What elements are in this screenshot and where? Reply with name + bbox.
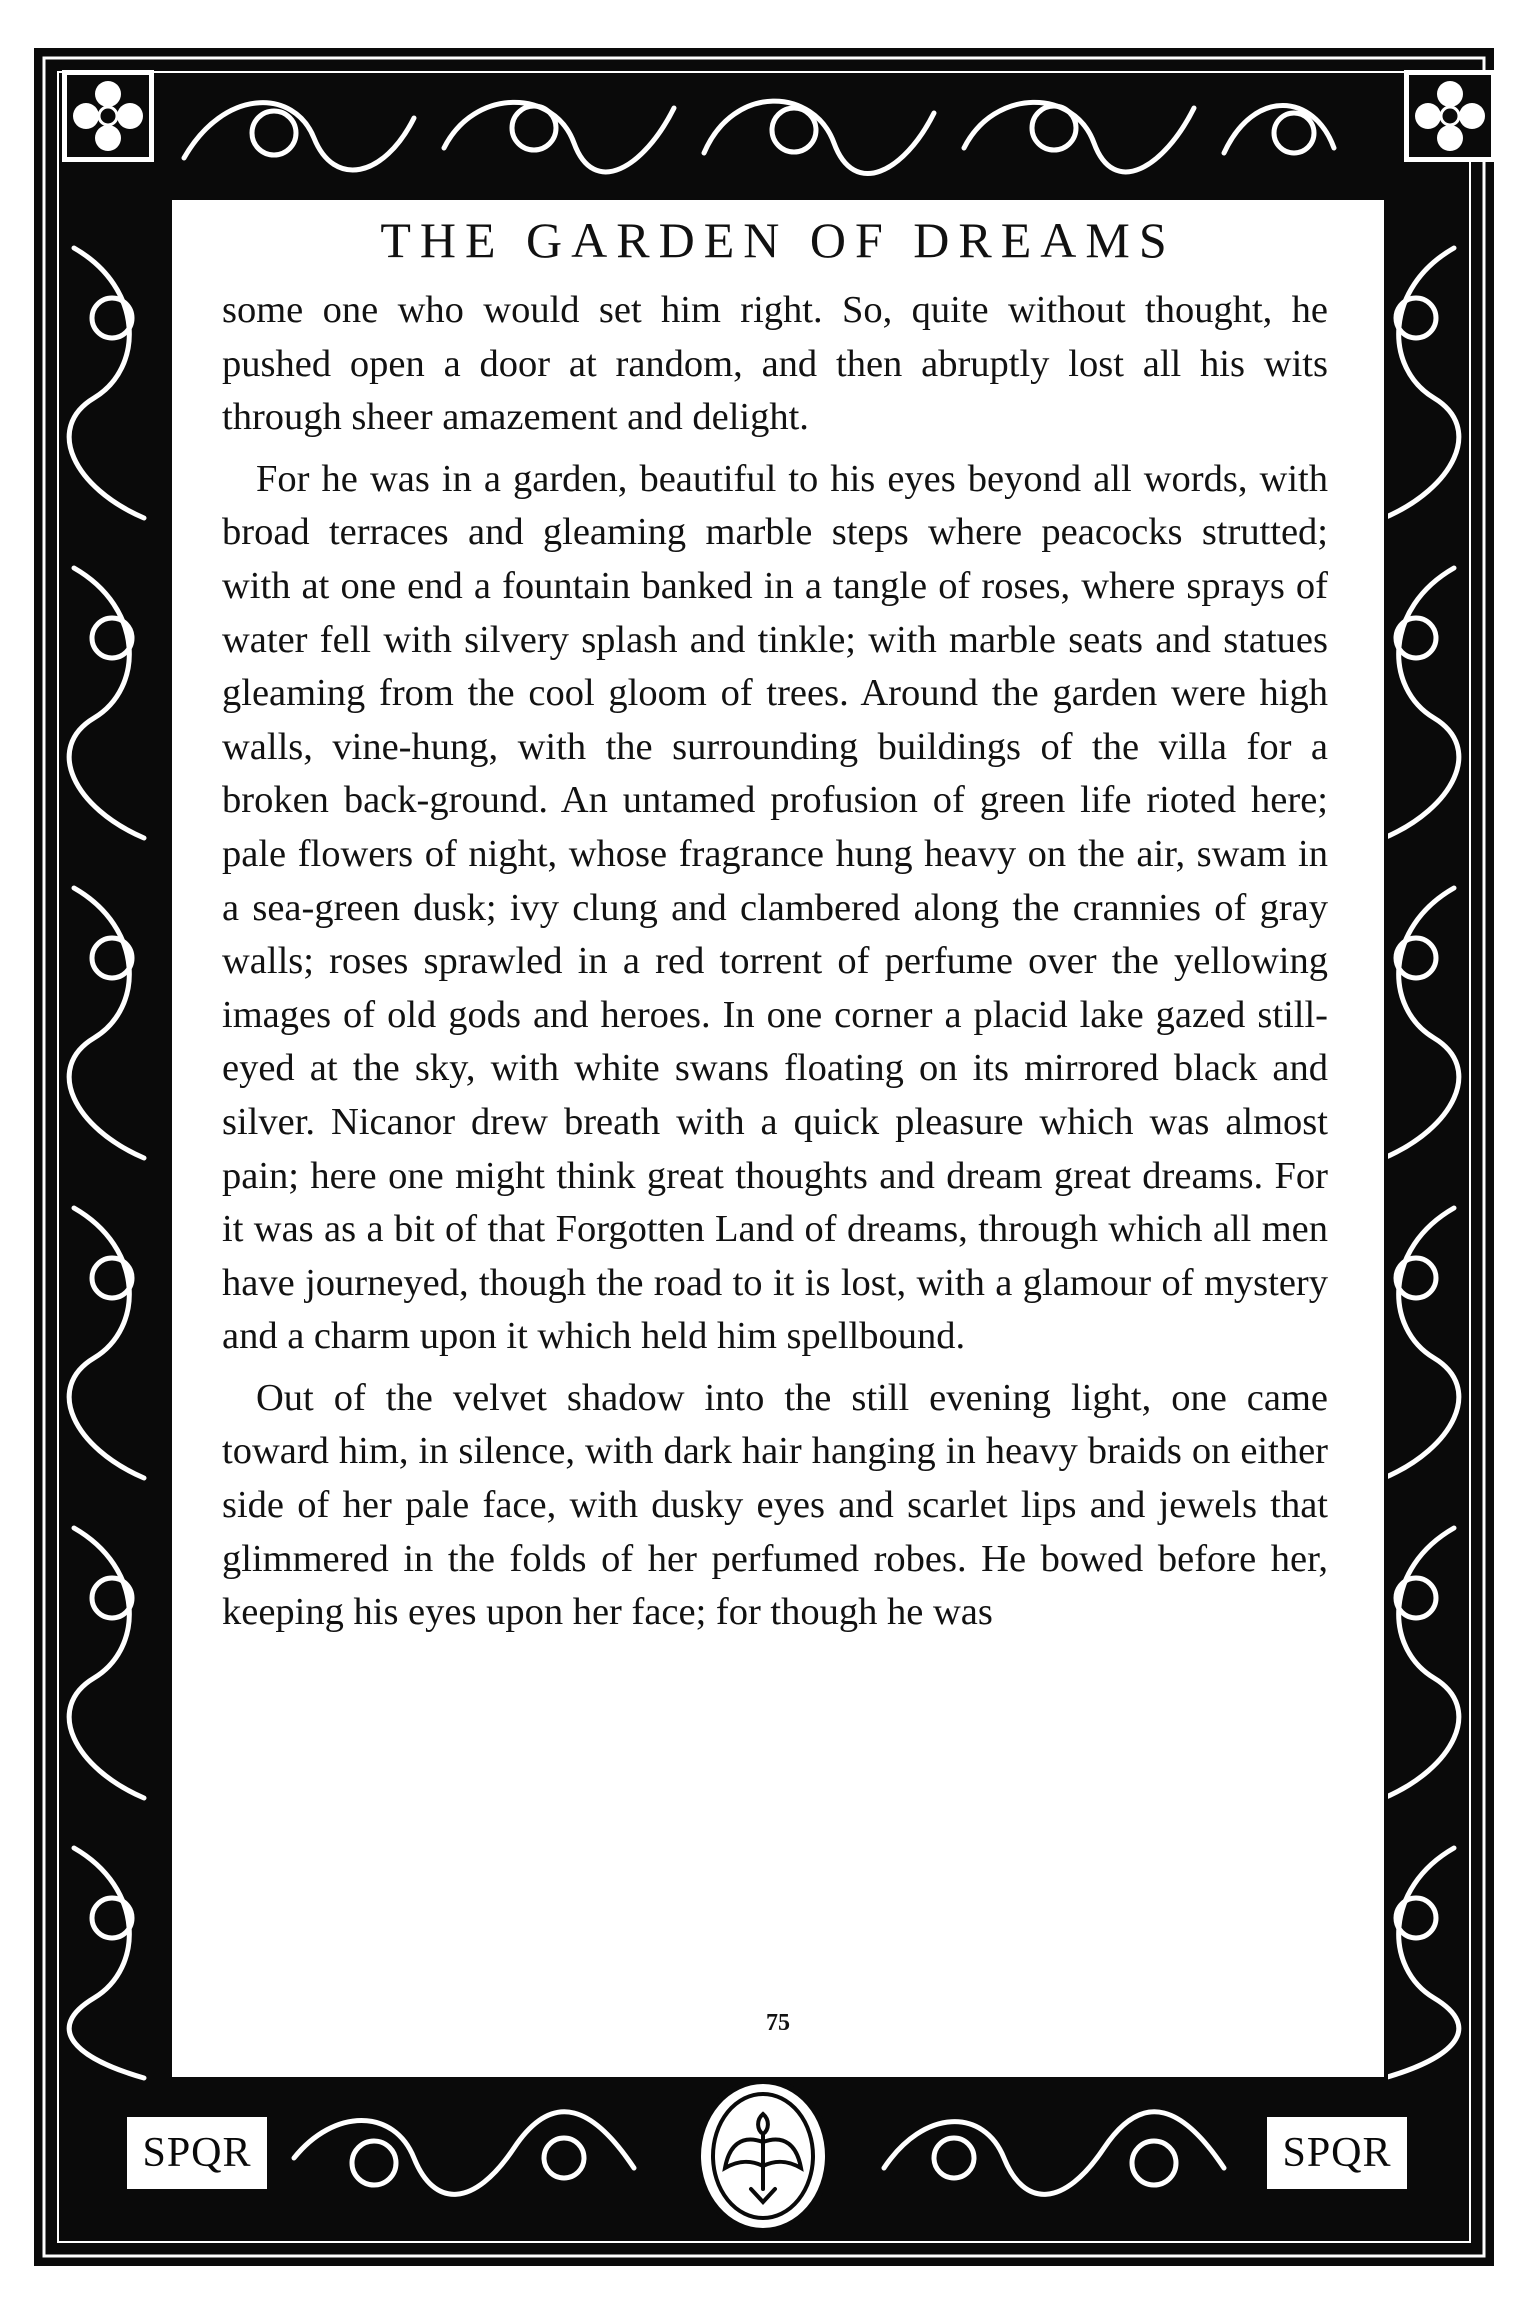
spqr-label-right: SPQR [1282,2130,1392,2176]
spqr-tablet-left [122,2112,272,2194]
page-number: 75 [766,2010,790,2036]
body-text [222,284,1328,1640]
running-head: THE GARDEN OF DREAMS [380,212,1176,268]
eagle-medallion [695,2078,831,2234]
flower-rosette-icon [1404,70,1496,162]
paragraph-2: For he was in a garden, beautiful to his eyes beyond all words, with broad terraces and gleaming marble steps where peacocks strutted; with at one end a fountain banked in a tangle of roses, where sprays of water fell with silvery splash and tinkle; with marble seats and statues gleaming from the cool gloom of trees. Around the garden were high walls, vine-hung, with the surrounding buildings of the villa for a broken back-ground. An untamed profusion of green life rioted here; pale flowers of night, whose fragrance hung heavy on the air, swam in a sea-green dusk; ivy clung and clambered along the crannies of gray walls; roses sprawled in a red torrent of perfume over the yellowing images of old gods and heroes. In one corner a placid lake gazed still-eyed at the sky, with white swans floating on its mirrored black and silver. Nicanor drew breath with a quick pleasure which was almost pain; here one might think great thoughts and dream great dreams. For it was as a bit of that Forgotten Land of dreams, through which all men have journeyed, though the road to it is lost, with a glamour of mystery and a charm upon it which held him spellbound. [222,457,1328,1358]
spqr-label-left: SPQR [142,2130,252,2176]
spqr-tablet-right [1262,2112,1412,2194]
paragraph-1: some one who would set him right. So, quite without thought, he pushed open a door at random, and then abruptly lost all his wits through sheer amazement and delight. [222,289,1328,439]
eagle-medallion-icon [701,2084,825,2228]
paragraph-3: Out of the velvet shadow into the still evening light, one came toward him, in silence, with dark hair hanging in heavy braids on either side of her pale face, with dusky eyes and scarlet lips and jewels that glimmered in the folds of her perfumed robes. He bowed before her, keeping his eyes upon her face; for though he was [222,1376,1328,1634]
flower-rosette-icon [62,70,154,162]
